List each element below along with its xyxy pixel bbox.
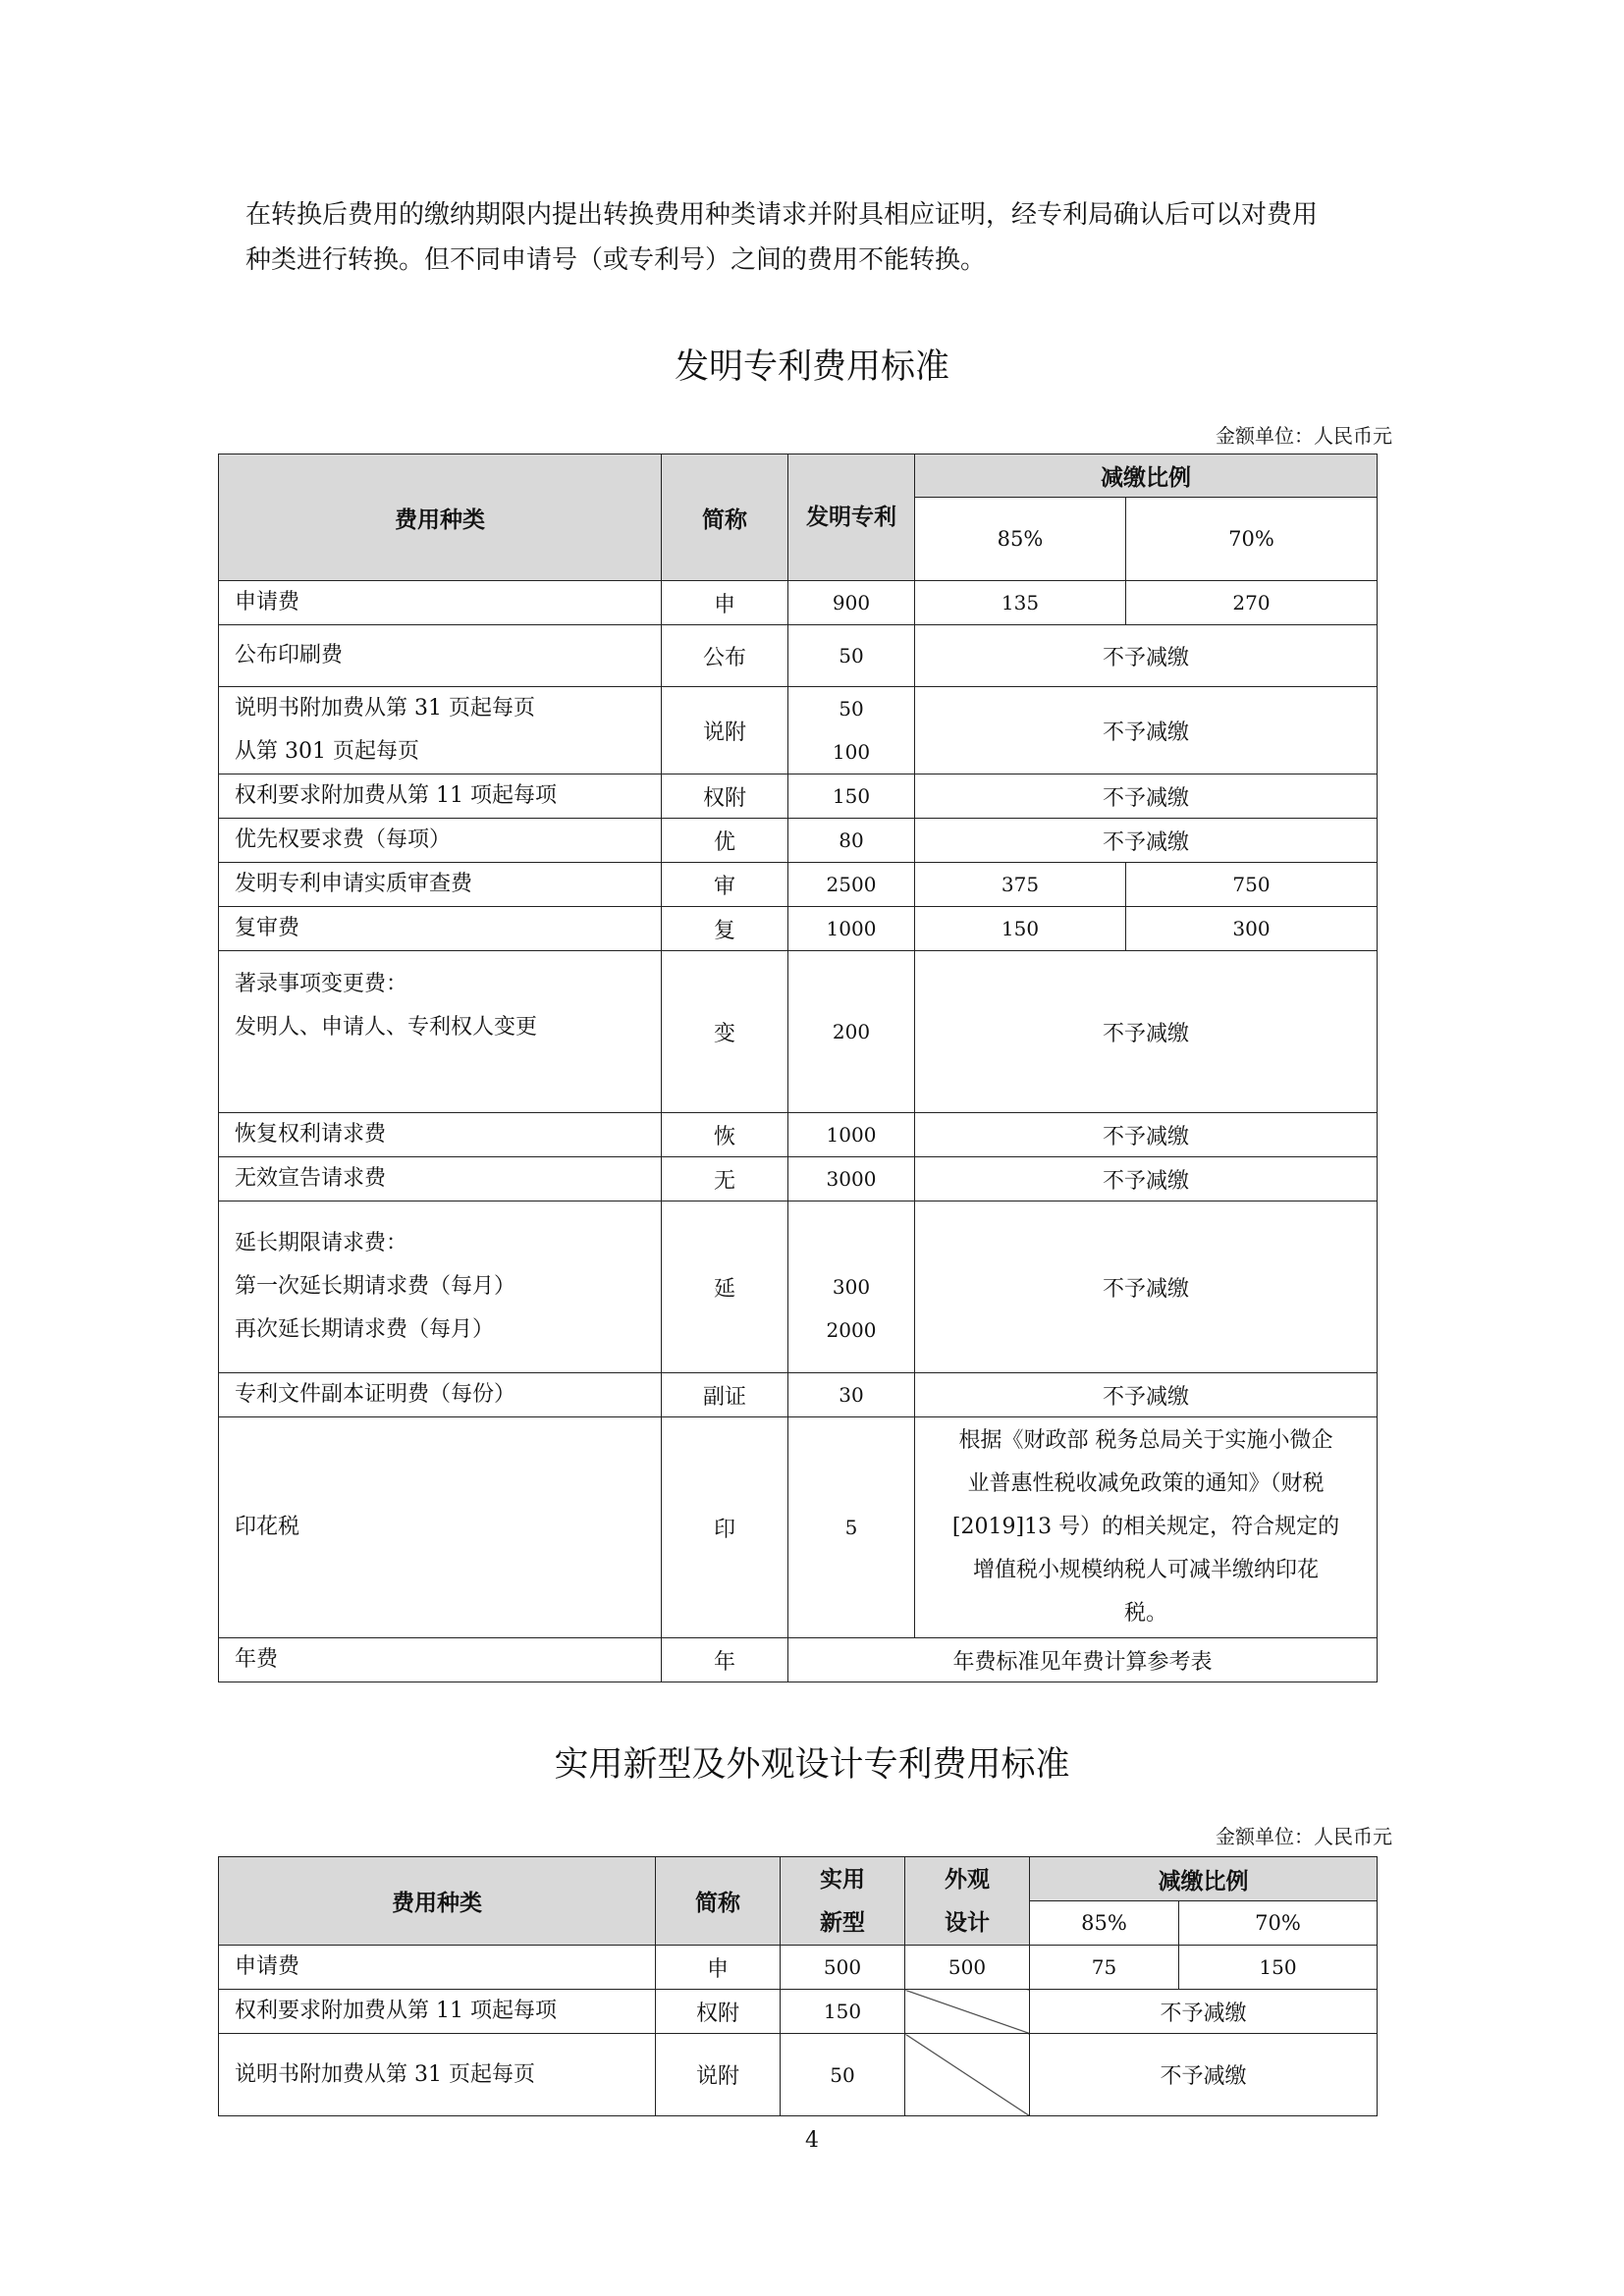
- table-row: [219, 1417, 1378, 1638]
- fee-abbr: 权附: [656, 1990, 781, 2034]
- fee-name: [219, 687, 662, 774]
- fee-amount-line: 2000: [826, 1318, 877, 1342]
- fee-abbr: 说附: [662, 687, 788, 774]
- fee-amount: 50: [788, 625, 915, 687]
- fee-name: 权利要求附加费从第 11 项起每项: [219, 774, 662, 819]
- fee-name-line: 说明书附加费从第 31 页起每页: [235, 696, 535, 721]
- header-design: [905, 1857, 1030, 1946]
- fee-note: 不予减缴: [915, 1157, 1378, 1201]
- fee-amount: 200: [788, 951, 915, 1113]
- fee-70: 150: [1179, 1946, 1378, 1990]
- fee-name: 发明专利申请实质审查费: [219, 863, 662, 907]
- fee-amount-line: 100: [832, 740, 871, 764]
- table-row: [219, 625, 1378, 687]
- table-row: [219, 907, 1378, 951]
- page-number: 4: [805, 2128, 819, 2153]
- fee-name: 印花税: [219, 1417, 662, 1638]
- fee-amount: 3000: [788, 1157, 915, 1201]
- table-row: [219, 1113, 1378, 1157]
- fee-note: 不予减缴: [915, 1373, 1378, 1417]
- header-invention-amount: 发明专利: [788, 454, 915, 581]
- header-reduction-85: 85%: [1030, 1901, 1179, 1946]
- fee-name: 优先权要求费（每项）: [219, 819, 662, 863]
- fee-note: 不予减缴: [915, 1201, 1378, 1373]
- fee-amount-line: 300: [832, 1275, 871, 1299]
- fee-name: 年费: [219, 1638, 662, 1682]
- fee-amount: 900: [788, 581, 915, 625]
- fee-name-line: 著录事项变更费：: [235, 972, 408, 996]
- header-abbr: 简称: [662, 454, 788, 581]
- header-fee-type: 费用种类: [219, 454, 662, 581]
- fee-name: 专利文件副本证明费（每份）: [219, 1373, 662, 1417]
- header-utility-model: [781, 1857, 905, 1946]
- fee-70: 270: [1126, 581, 1378, 625]
- header-reduction-85: 85%: [915, 498, 1126, 581]
- fee-abbr: 说附: [656, 2034, 781, 2116]
- table-row: [219, 1638, 1378, 1682]
- table-row: [219, 1990, 1378, 2034]
- fee-note: 不予减缴: [1030, 2034, 1378, 2116]
- fee-abbr: 权附: [662, 774, 788, 819]
- fee-85: 375: [915, 863, 1126, 907]
- fee-name-line: 发明人、申请人、专利权人变更: [235, 1015, 538, 1040]
- fee-name: 权利要求附加费从第 11 项起每项: [219, 1990, 656, 2034]
- table-row: [219, 687, 1378, 774]
- fee-note: 不予减缴: [1030, 1990, 1378, 2034]
- fee-name: 复审费: [219, 907, 662, 951]
- table-row: [219, 581, 1378, 625]
- fee-note-line: [2019]13 号）的相关规定，符合规定的: [951, 1515, 1340, 1539]
- invention-fee-title: 发明专利费用标准: [674, 347, 949, 387]
- intro-line-2: 种类进行转换。但不同申请号（或专利号）之间的费用不能转换。: [245, 245, 987, 275]
- table-row: [219, 951, 1378, 1113]
- fee-amount: [788, 687, 915, 774]
- header-reduction: 减缴比例: [915, 454, 1378, 498]
- fee-utility: 150: [781, 1990, 905, 2034]
- table-row: [219, 2034, 1378, 2116]
- fee-note: 不予减缴: [915, 774, 1378, 819]
- intro-line-1: 在转换后费用的缴纳期限内提出转换费用种类请求并附具相应证明，经专利局确认后可以对费用: [245, 200, 1319, 230]
- fee-note: 不予减缴: [915, 819, 1378, 863]
- fee-amount: 80: [788, 819, 915, 863]
- fee-name: [219, 951, 662, 1113]
- table-row: [219, 1201, 1378, 1373]
- utility-design-fee-title: 实用新型及外观设计专利费用标准: [554, 1745, 1070, 1785]
- fee-note-line: 业普惠性税收减免政策的通知》（财税: [967, 1471, 1325, 1496]
- fee-amount: 150: [788, 774, 915, 819]
- fee-name-line: 延长期限请求费：: [235, 1231, 408, 1255]
- fee-abbr: 印: [662, 1417, 788, 1638]
- fee-name: 申请费: [219, 581, 662, 625]
- header-reduction-70: 70%: [1126, 498, 1378, 581]
- fee-abbr: 恢: [662, 1113, 788, 1157]
- not-applicable-cell: [905, 1990, 1030, 2034]
- fee-design: 500: [905, 1946, 1030, 1990]
- fee-note-line: 增值税小规模纳税人可减半缴纳印花: [972, 1558, 1319, 1582]
- utility-currency-unit: 金额单位：人民币元: [1216, 1825, 1392, 1848]
- fee-70: 300: [1126, 907, 1378, 951]
- header-utility-line: 新型: [820, 1909, 865, 1936]
- table-row: [219, 863, 1378, 907]
- fee-70: 750: [1126, 863, 1378, 907]
- fee-85: 75: [1030, 1946, 1179, 1990]
- fee-amount: 1000: [788, 907, 915, 951]
- fee-utility: 500: [781, 1946, 905, 1990]
- fee-name: 说明书附加费从第 31 页起每页: [219, 2034, 656, 2116]
- header-reduction-70: 70%: [1179, 1901, 1378, 1946]
- fee-abbr: 审: [662, 863, 788, 907]
- header-utility-line: 实用: [820, 1866, 865, 1893]
- fee-amount: 30: [788, 1373, 915, 1417]
- fee-note: [915, 1417, 1378, 1638]
- not-applicable-cell: [905, 2034, 1030, 2116]
- header-reduction: 减缴比例: [1030, 1857, 1378, 1901]
- fee-utility: 50: [781, 2034, 905, 2116]
- fee-amount: [788, 1201, 915, 1373]
- fee-name: 无效宣告请求费: [219, 1157, 662, 1201]
- header-design-line: 外观: [945, 1866, 990, 1893]
- fee-abbr: 复: [662, 907, 788, 951]
- fee-note: 年费标准见年费计算参考表: [788, 1638, 1378, 1682]
- fee-note: 不予减缴: [915, 625, 1378, 687]
- utility-design-fee-table: [218, 1856, 1378, 2116]
- fee-note: 不予减缴: [915, 1113, 1378, 1157]
- fee-abbr: 公布: [662, 625, 788, 687]
- fee-85: 135: [915, 581, 1126, 625]
- header-abbr: 简称: [656, 1857, 781, 1946]
- fee-name: 公布印刷费: [219, 625, 662, 687]
- fee-abbr: 无: [662, 1157, 788, 1201]
- intro-paragraph: [245, 192, 1394, 283]
- fee-name: 恢复权利请求费: [219, 1113, 662, 1157]
- header-fee-type: 费用种类: [219, 1857, 656, 1946]
- fee-abbr: 年: [662, 1638, 788, 1682]
- fee-amount: 5: [788, 1417, 915, 1638]
- invention-currency-unit: 金额单位：人民币元: [1216, 424, 1392, 448]
- fee-amount: 1000: [788, 1113, 915, 1157]
- table-row: [219, 774, 1378, 819]
- fee-name: 申请费: [219, 1946, 656, 1990]
- fee-abbr: 延: [662, 1201, 788, 1373]
- table-row: [219, 1373, 1378, 1417]
- fee-85: 150: [915, 907, 1126, 951]
- fee-name-line: 再次延长期请求费（每月）: [235, 1317, 495, 1342]
- fee-amount-line: 50: [839, 697, 864, 721]
- fee-name: [219, 1201, 662, 1373]
- fee-note: 不予减缴: [915, 687, 1378, 774]
- table-row: [219, 1157, 1378, 1201]
- invention-fee-table: [218, 454, 1378, 1682]
- fee-abbr: 变: [662, 951, 788, 1113]
- fee-name-line: 第一次延长期请求费（每月）: [235, 1274, 516, 1299]
- fee-abbr: 副证: [662, 1373, 788, 1417]
- fee-note-line: 税。: [1123, 1601, 1167, 1626]
- table-row: [219, 1946, 1378, 1990]
- fee-note-line: 根据《财政部 税务总局关于实施小微企: [958, 1428, 1333, 1453]
- fee-abbr: 申: [662, 581, 788, 625]
- fee-abbr: 优: [662, 819, 788, 863]
- fee-note: 不予减缴: [915, 951, 1378, 1113]
- fee-amount: 2500: [788, 863, 915, 907]
- header-design-line: 设计: [945, 1909, 990, 1936]
- fee-name-line: 从第 301 页起每页: [235, 739, 419, 764]
- table-row: [219, 819, 1378, 863]
- fee-abbr: 申: [656, 1946, 781, 1990]
